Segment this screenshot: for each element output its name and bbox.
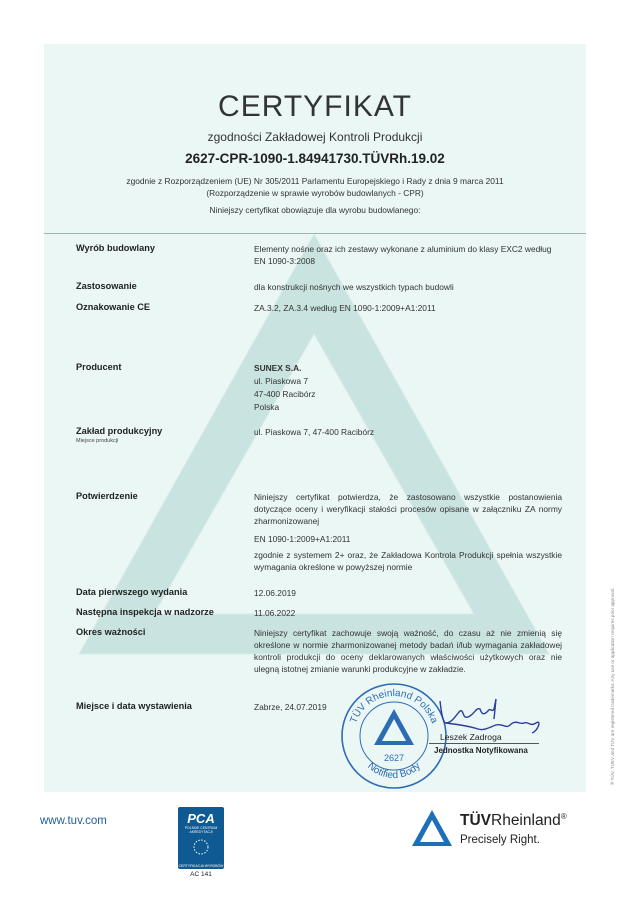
accreditation-number: AC 141 — [190, 871, 212, 878]
place-label: Miejsce i data wystawienia — [76, 701, 192, 711]
producer-country: Polska — [254, 402, 280, 412]
pca-logo — [178, 807, 224, 869]
application-value: dla konstrukcji nośnych we wszystkich typach budowli — [254, 282, 454, 292]
producer-name: SUNEX S.A. — [254, 363, 302, 373]
applies-text: Niniejszy certyfikat obowiązuje dla wyrobu budowlanego: — [209, 205, 421, 215]
tuv-triangle-icon — [410, 808, 454, 848]
pca-cert-text: CERTYFIKACJA WYROBÓW — [178, 864, 224, 868]
producer-street: ul. Piaskowa 7 — [254, 376, 308, 386]
website-link[interactable]: www.tuv.com — [40, 815, 107, 827]
seal-number: 2627 — [383, 753, 405, 763]
signer-name: Leszek Zadroga — [440, 732, 502, 742]
header-divider — [44, 233, 586, 234]
certificate-subtitle: zgodności Zakładowej Kontroli Produkcji — [207, 130, 423, 144]
pca-logo-text: PCA — [187, 811, 215, 826]
application-label: Zastosowanie — [76, 281, 137, 291]
system-text: zgodnie z systemem 2+ oraz, że Zakładowa Kontrola Produkcji spełnia wszystkie wymagania określone w powyższej normie — [254, 550, 562, 572]
tuv-brand: TÜVRheinland® — [460, 812, 567, 829]
validity-text: Niniejszy certyfikat zachowuje swoją ważność, do czasu aż nie zmienią się określone w normie zharmonizowanej metody badań i/lub wymagania zakładowej kontroli produkcji do oceny deklarowanych właściwości użytkowych oraz nie ulegną istotnej zmianie warunki produkcyjne w zakładzie. — [254, 628, 562, 674]
producer-label: Producent — [76, 362, 122, 372]
regulation-line-2: (Rozporządzenie w sprawie wyrobów budowlanych - CPR) — [206, 188, 424, 198]
product-value: Elementy nośne oraz ich zestawy wykonane z aluminium do klasy EXC2 według EN 1090-3:2008 — [254, 244, 552, 266]
confirmation-label: Potwierdzenie — [76, 491, 138, 501]
svg-text:TÜV Rheinland Polska — [348, 688, 439, 725]
tuv-logo — [410, 808, 567, 853]
first-issue-label: Data pierwszego wydania — [76, 587, 188, 597]
signature-line — [429, 743, 539, 744]
confirmation-text: Niniejszy certyfikat potwierdza, że zastosowano wszystkie postanowienia dotyczące oceny i weryfikacji stałości procesów opisane w załączniku ZA normy zharmonizowanej — [254, 492, 562, 526]
legal-note — [610, 430, 618, 790]
seal-bottom-text: Notified Body — [365, 760, 423, 782]
standard-value: EN 1090-1:2009+A1:2011 — [254, 534, 351, 544]
certificate-sheet — [44, 44, 586, 792]
seal-top-text: TÜV Rheinland Polska — [348, 687, 440, 725]
tuv-brand-bold: TÜV — [460, 812, 491, 829]
pca-stars-icon — [191, 837, 211, 857]
pca-accreditation — [178, 807, 224, 878]
validity-label: Okres ważności — [76, 627, 146, 637]
ce-value: ZA.3.2, ZA.3.4 według EN 1090-1:2009+A1:2011 — [254, 303, 436, 313]
regulation-line-1: zgodnie z Rozporządzeniem (UE) Nr 305/2011 Parlamentu Europejskiego i Rady z dnia 9 marca 2011 — [126, 176, 504, 186]
tuv-slogan: Precisely Right. — [460, 834, 540, 846]
plant-value: ul. Piaskowa 7, 47-400 Racibórz — [254, 427, 375, 437]
next-inspection-label: Następna inspekcja w nadzorze — [76, 607, 214, 617]
product-label: Wyrób budowlany — [76, 243, 155, 253]
certificate-number: 2627-CPR-1090-1.84941730.TÜVRh.19.02 — [185, 151, 445, 166]
plant-label: Zakład produkcyjny — [76, 426, 163, 436]
ce-label: Oznakowanie CE — [76, 302, 151, 312]
legal-note-text: ® TÜV, TUEV and TUV are registered trademarks. Any use or application requires prior approval. — [610, 587, 615, 785]
svg-text:Notified Body — [365, 761, 423, 781]
tuv-brand-rest: Rheinland — [491, 812, 561, 829]
next-inspection-value: 11.06.2022 — [254, 608, 296, 618]
pca-small-text: POLSKIE CENTRUM AKREDYTACJI — [184, 826, 218, 834]
signer-role: Jednostka Notyfikowana — [434, 746, 528, 755]
producer-city: 47-400 Racibórz — [254, 389, 316, 399]
first-issue-value: 12.06.2019 — [254, 588, 296, 598]
certificate-title: CERTYFIKAT — [218, 90, 412, 123]
place-value: Zabrze, 24.07.2019 — [254, 702, 327, 712]
plant-sublabel: Miejsce produkcji — [76, 438, 119, 444]
